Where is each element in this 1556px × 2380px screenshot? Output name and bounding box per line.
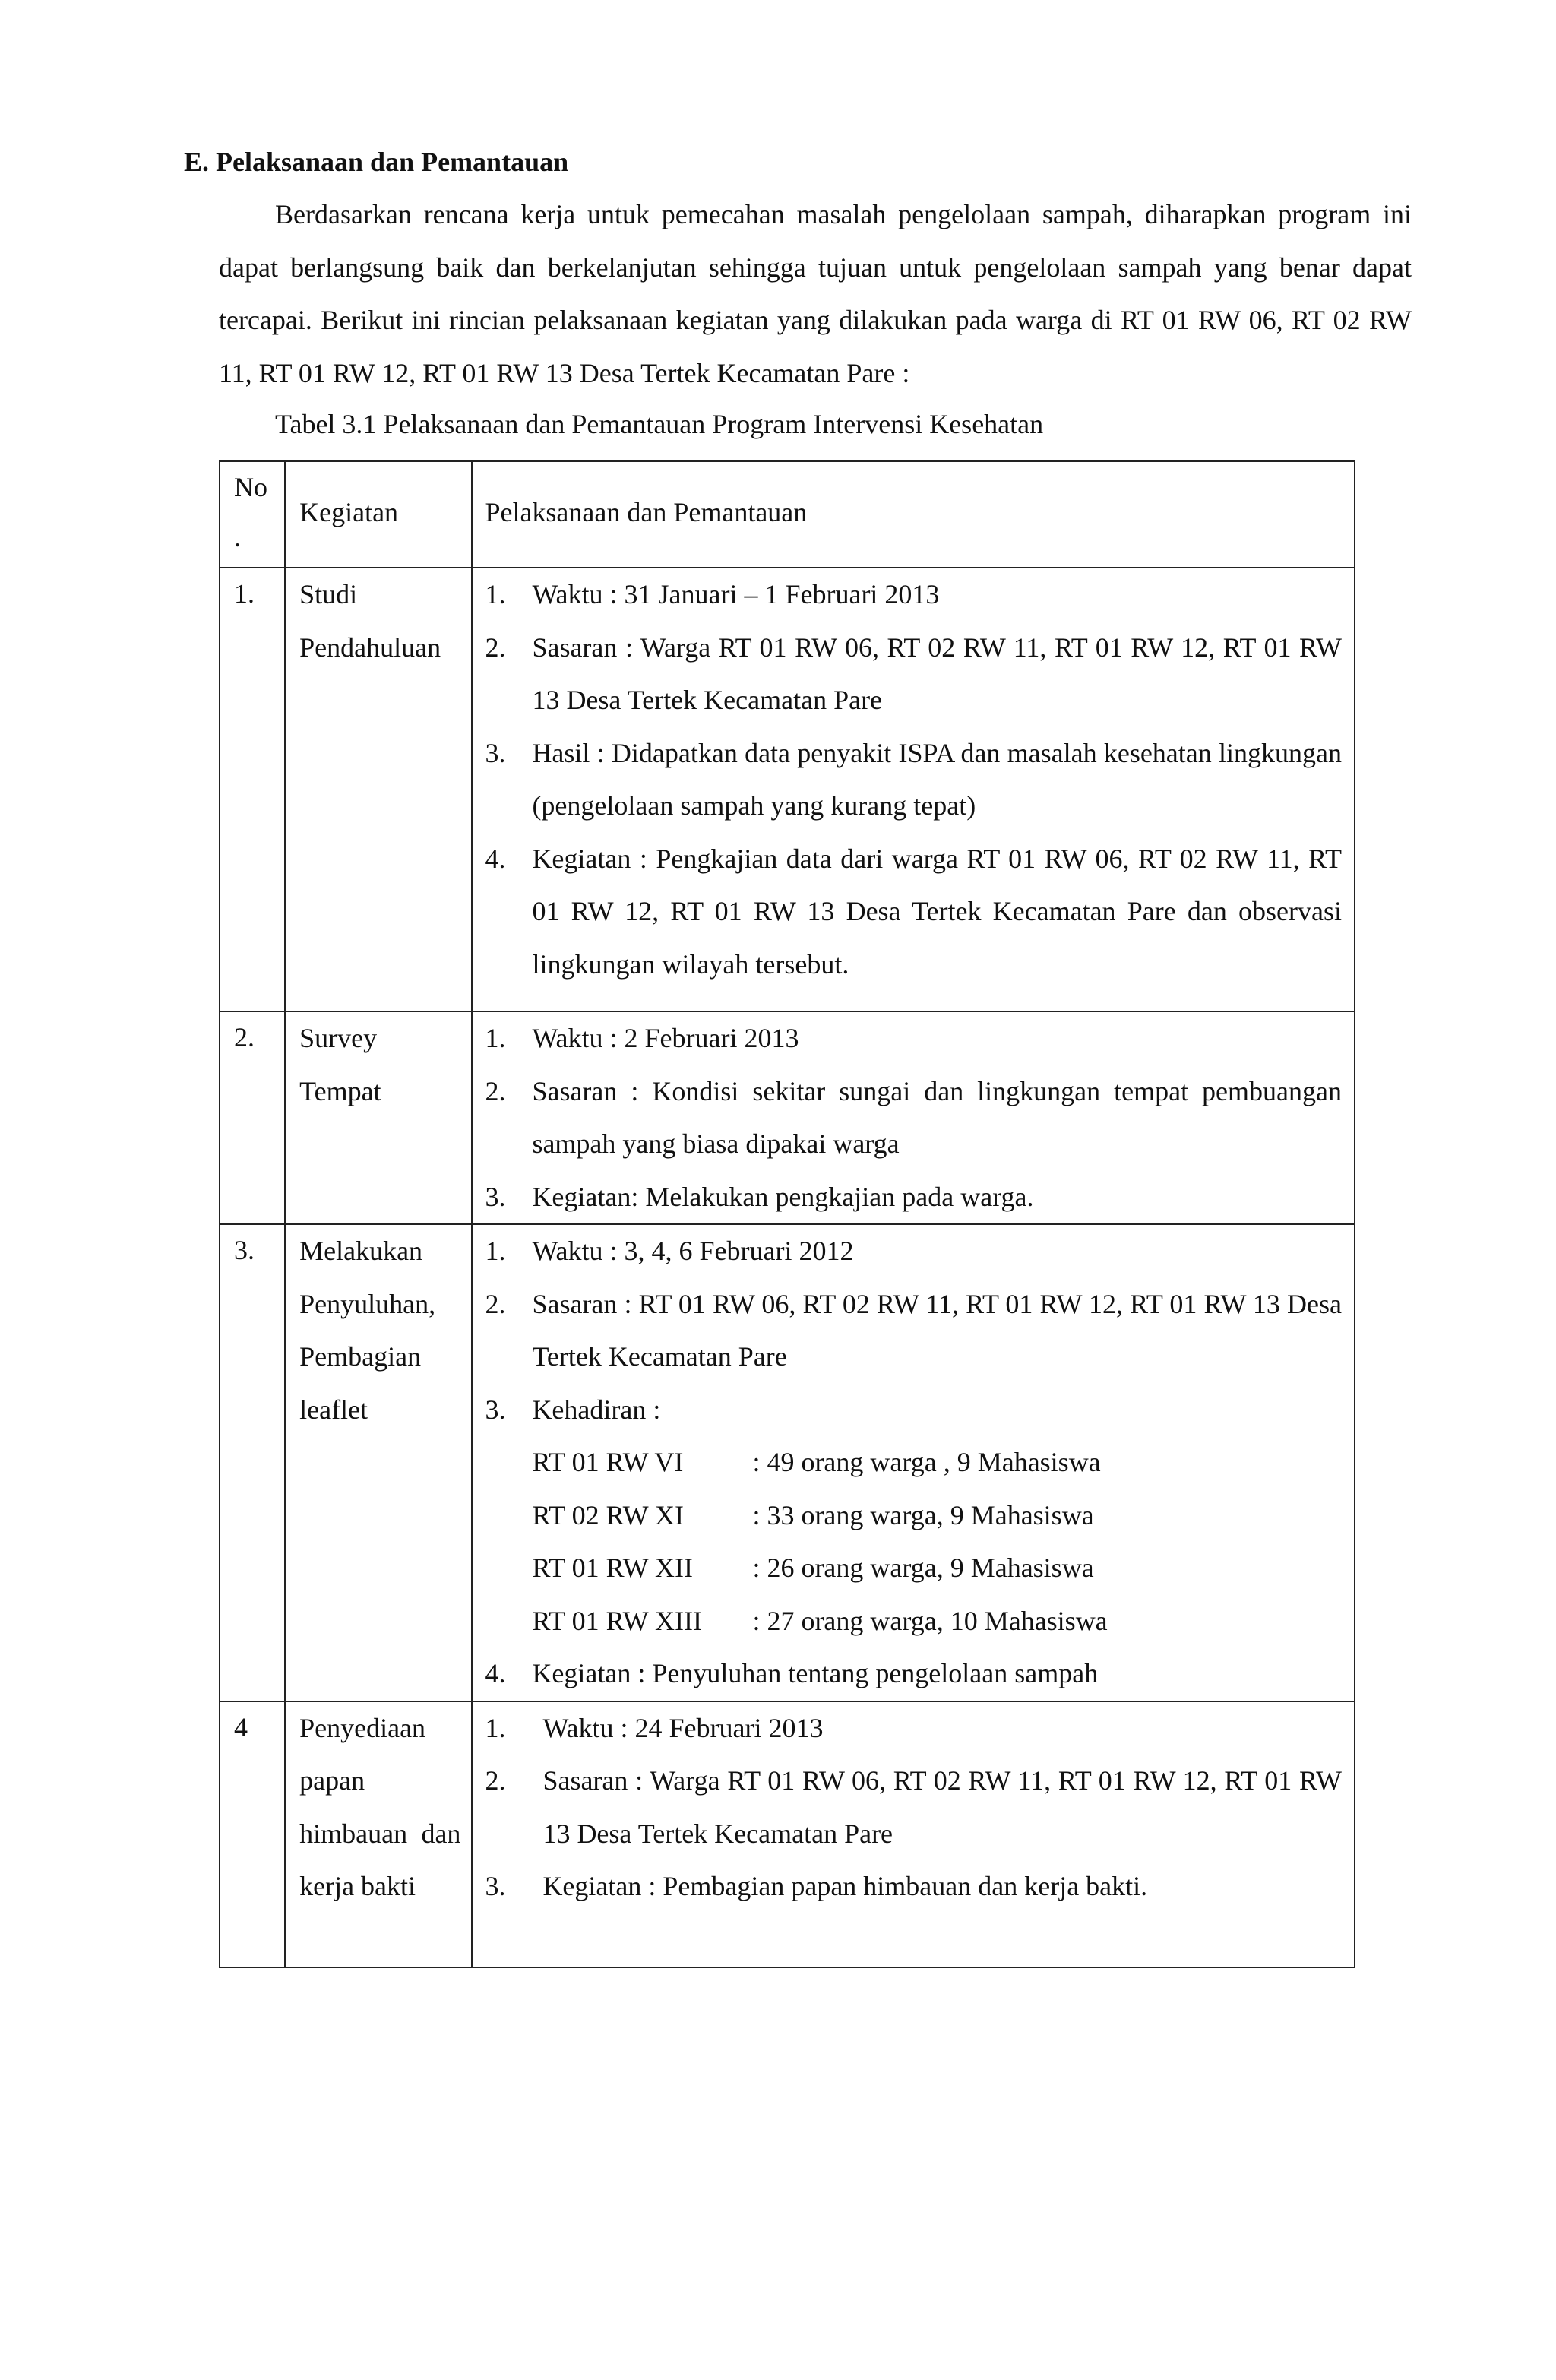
- detail-list: [485, 1702, 1342, 1913]
- attendance-line: RT 01 RW VI : 49 orang warga , 9 Mahasiswa: [532, 1447, 1101, 1477]
- list-item: 4. Kegiatan : Pengkajian data dari warga RT 01 RW 06, RT 02 RW 11, RT 01 RW 12, RT 01 RW 13 Desa Tertek Kecamatan Pare dan observasi lingkungan wilayah tersebut.: [485, 843, 1342, 980]
- header-no-dot: .: [234, 522, 241, 552]
- row-pelaksanaan-cell: [472, 1224, 1355, 1701]
- row-kegiatan-cell: [285, 1011, 472, 1224]
- table-caption: Tabel 3.1 Pelaksanaan dan Pemantauan Program Intervensi Kesehatan: [275, 409, 1044, 439]
- row-pelaksanaan-cell: [472, 568, 1355, 1011]
- row-kegiatan: Melakukan Penyuluhan, Pembagian leaflet: [299, 1236, 436, 1425]
- row-number: 3.: [234, 1235, 255, 1265]
- row-kegiatan-cell: [285, 568, 472, 1011]
- list-item: 2. Sasaran : RT 01 RW 06, RT 02 RW 11, RT 01 RW 12, RT 01 RW 13 Desa Tertek Kecamatan Pare: [485, 1288, 1342, 1372]
- list-item: 3. Kegiatan: Melakukan pengkajian pada warga.: [485, 1181, 1034, 1212]
- table-row: [220, 1011, 1355, 1224]
- header-pelaksanaan-cell: [472, 461, 1355, 568]
- table-header-row: [220, 461, 1355, 568]
- attendance-line: RT 01 RW XIII : 27 orang warga, 10 Mahasiswa: [532, 1605, 1108, 1636]
- row-no-cell: [220, 1701, 285, 1967]
- list-item: 2. Sasaran : Kondisi sekitar sungai dan lingkungan tempat pembuangan sampah yang biasa dipakai warga: [485, 1075, 1342, 1159]
- row-no-cell: [220, 1011, 285, 1224]
- row-kegiatan: Penyediaan papan himbauan dan kerja bakti: [299, 1712, 461, 1901]
- header-no: No: [234, 472, 267, 502]
- list-item: 3. Kehadiran : RT 01 RW VI : 49 orang warga , 9 Mahasiswa RT 02 RW XI : 33 orang warga, 9 Mahasiswa RT 01 RW XII : 26 orang warga, 9 Mahasiswa RT 01 RW XIII : 27 orang warga, 10 Mahasiswa: [485, 1384, 1342, 1648]
- row-no-cell: [220, 1224, 285, 1701]
- attendance-line: RT 02 RW XI : 33 orang warga, 9 Mahasiswa: [532, 1499, 1094, 1530]
- header-no-cell: [220, 461, 285, 568]
- row-kegiatan-cell: [285, 1701, 472, 1967]
- activity-table: [219, 460, 1355, 1968]
- row-pelaksanaan-cell: [472, 1701, 1355, 1967]
- intro-paragraph: Berdasarkan rencana kerja untuk pemecahan masalah pengelolaan sampah, diharapkan program ini dapat berlangsung baik dan berkelanjutan sehingga tujuan untuk pengelolaan sampah yang benar dapat tercapai. Berikut ini rincian pelaksanaan kegiatan yang dilakukan pada warga di RT 01 RW 06, RT 02 RW 11, RT 01 RW 12, RT 01 RW 13 Desa Tertek Kecamatan Pare :: [219, 199, 1412, 388]
- list-item: 3. Hasil : Didapatkan data penyakit ISPA dan masalah kesehatan lingkungan (pengelolaan sampah yang kurang tepat): [485, 737, 1342, 821]
- list-item: 1. Waktu : 24 Februari 2013: [485, 1712, 824, 1743]
- row-kegiatan: Survey Tempat: [299, 1023, 381, 1106]
- header-pelaksanaan: Pelaksanaan dan Pemantauan: [485, 497, 808, 527]
- list-item: 2. Sasaran : Warga RT 01 RW 06, RT 02 RW 11, RT 01 RW 12, RT 01 RW 13 Desa Tertek Kecamatan Pare: [485, 1765, 1342, 1849]
- list-item: 2. Sasaran : Warga RT 01 RW 06, RT 02 RW 11, RT 01 RW 12, RT 01 RW 13 Desa Tertek Kecamatan Pare: [485, 631, 1342, 715]
- row-kegiatan-cell: [285, 1224, 472, 1701]
- detail-list: [485, 1225, 1342, 1701]
- header-kegiatan-cell: [285, 461, 472, 568]
- detail-list: [485, 1012, 1342, 1223]
- row-no-cell: [220, 568, 285, 1011]
- list-item: 3. Kegiatan : Pembagian papan himbauan dan kerja bakti.: [485, 1871, 1148, 1901]
- row-kegiatan: Studi Pendahuluan: [299, 579, 441, 663]
- list-item: 1. Waktu : 2 Februari 2013: [485, 1023, 799, 1053]
- table-row: [220, 1701, 1355, 1967]
- list-item: 4. Kegiatan : Penyuluhan tentang pengelolaan sampah: [485, 1658, 1099, 1688]
- table-row: [220, 568, 1355, 1011]
- list-item: 1. Waktu : 3, 4, 6 Februari 2012: [485, 1236, 854, 1266]
- row-number: 1.: [234, 578, 255, 609]
- detail-list: [485, 568, 1342, 991]
- section-heading: E. Pelaksanaan dan Pemantauan: [184, 147, 569, 177]
- header-kegiatan: Kegiatan: [299, 497, 399, 527]
- attendance-line: RT 01 RW XII : 26 orang warga, 9 Mahasiswa: [532, 1552, 1094, 1583]
- row-number: 4: [234, 1711, 248, 1742]
- table-row: [220, 1224, 1355, 1701]
- row-number: 2.: [234, 1022, 255, 1052]
- row-pelaksanaan-cell: [472, 1011, 1355, 1224]
- list-item: 1. Waktu : 31 Januari – 1 Februari 2013: [485, 579, 940, 609]
